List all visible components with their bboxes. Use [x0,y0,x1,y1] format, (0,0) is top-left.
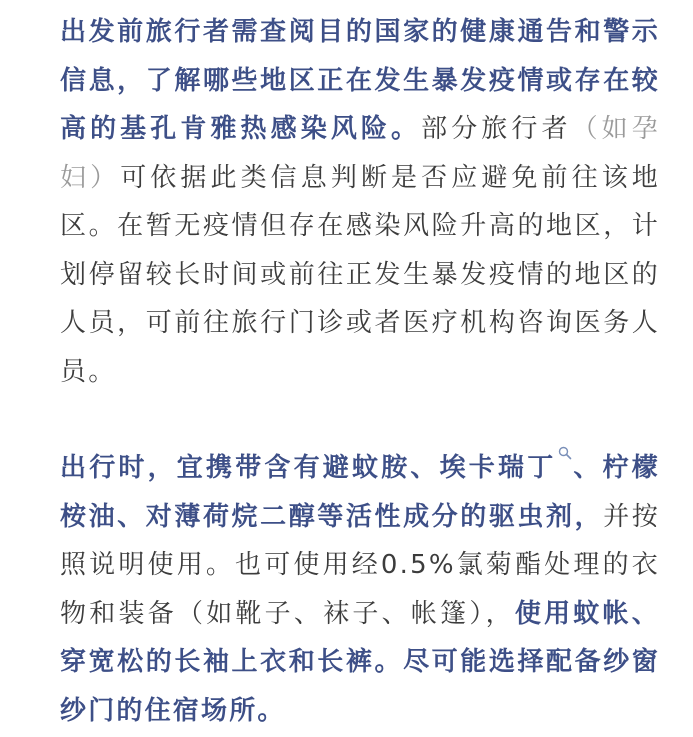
emphasis-repellent-advice: 出行时，宜携带含有避蚊胺、 [60,453,440,483]
body-text: 部分旅行者 [421,114,572,144]
paragraph-during-travel [60,444,660,735]
body-text: 可依据此类信息判断是否应避免前往该地区。在暂无疫情但存在感染风险升高的地区，计划停留较长时间或前往正发生暴发疫情的地区的人员，可前往旅行门诊或者医疗机构咨询医务人员。 [60,162,661,387]
body-text: 并按照说明使用。也可使用经0.5%氯菊酯处理的衣物和装备（如靴子、袜子、帐篷）， [60,501,660,629]
emphasis-repellent-ingredients: 、柠檬桉油、对薄荷烷二醇等活性成分的驱虫剂， [60,453,660,532]
article-body [60,8,660,735]
search-icon[interactable] [558,450,572,466]
search-link-picaridin[interactable]: 埃卡瑞丁 [439,453,557,483]
paragraph-pre-travel [60,8,660,396]
emphasis-clothing-advice: 使用蚊帐、穿宽松的长袖上衣和长裤。尽可能选择配备纱窗纱门的住宿场所。 [60,598,660,726]
parenthetical-note: （如孕妇） [60,114,660,193]
emphasis-pre-travel-advice: 出发前旅行者需查阅目的国家的健康通告和警示信息，了解哪些地区正在发生暴发疫情或存在较高的基孔肯雅热感染风险。 [60,17,660,144]
